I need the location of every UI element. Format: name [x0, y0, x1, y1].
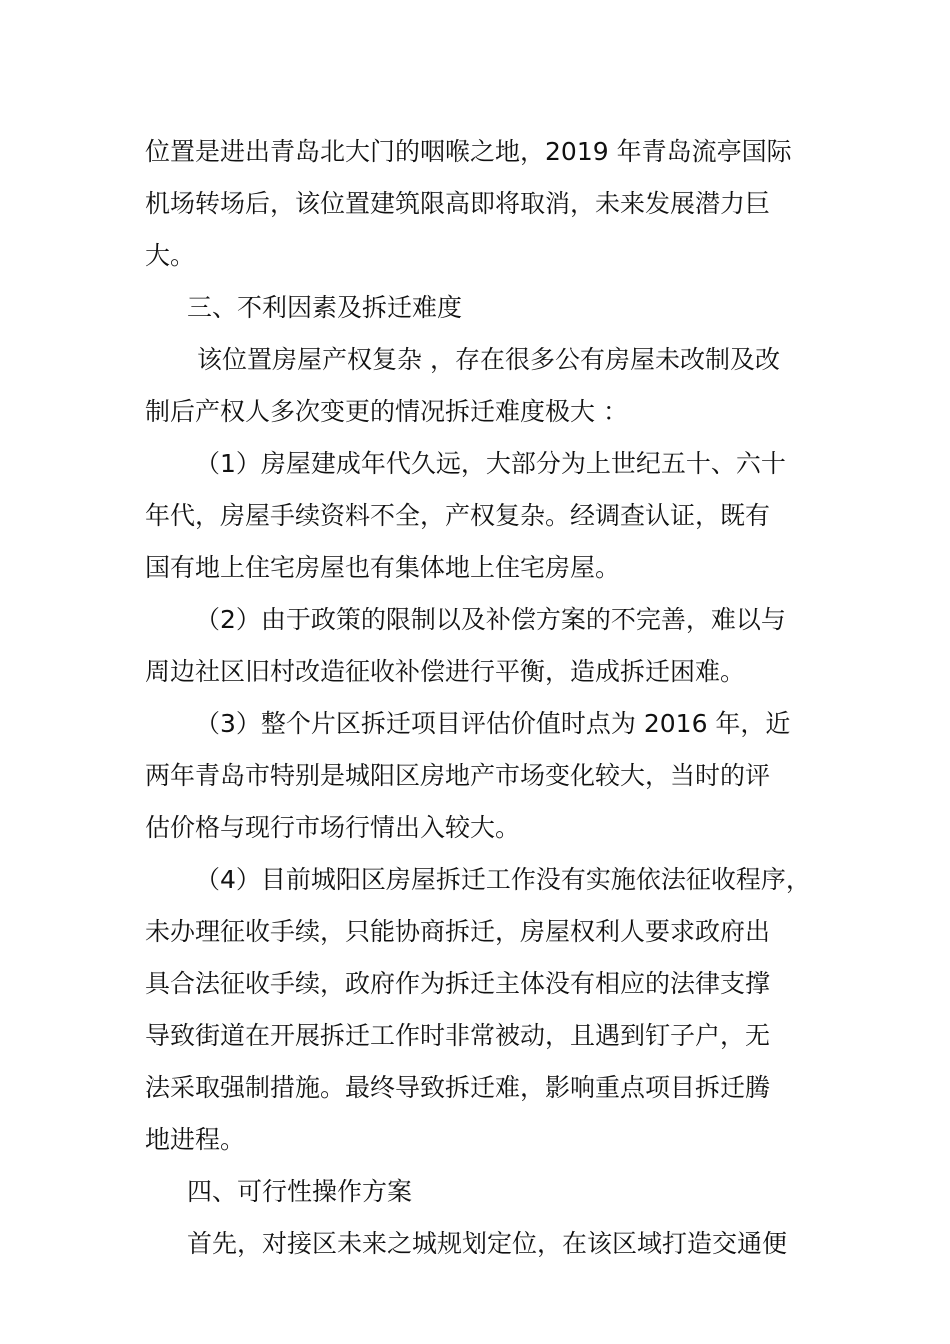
list-item-1: （1）房屋建成年代久远，大部分为上世纪五十、六十	[195, 449, 786, 478]
text-line: 国有地上住宅房屋也有集体地上住宅房屋。	[145, 553, 621, 582]
section-heading-4: 四、可行性操作方案	[187, 1177, 413, 1206]
text-line: 年代，房屋手续资料不全，产权复杂。经调查认证，既有	[145, 501, 771, 530]
text-line: 制后产权人多次变更的情况拆迁难度极大 ：	[145, 397, 628, 426]
list-item-4: （4）目前城阳区房屋拆迁工作没有实施依法征收程序，	[195, 865, 811, 894]
list-item-2: （2）由于政策的限制以及补偿方案的不完善，难以与	[195, 605, 786, 634]
document-body	[145, 126, 813, 1270]
text-line: 周边社区旧村改造征收补偿进行平衡，造成拆迁困难。	[145, 657, 746, 686]
text-line: 两年青岛市特别是城阳区房地产市场变化较大，当时的评	[145, 761, 771, 790]
text-line: 该位置房屋产权复杂 ，存在很多公有房屋未改制及改	[197, 345, 780, 374]
section-heading-3: 三、不利因素及拆迁难度	[187, 293, 463, 322]
text-line: 首先，对接区未来之城规划定位，在该区域打造交通便	[187, 1229, 788, 1258]
text-line: 估价格与现行市场行情出入较大。	[145, 813, 521, 842]
text-line: 位置是进出青岛北大门的咽喉之地，2019 年青岛流亭国际	[145, 137, 792, 166]
text-line: 导致街道在开展拆迁工作时非常被动，且遇到钉子户，无	[145, 1021, 771, 1050]
list-item-3: （3）整个片区拆迁项目评估价值时点为 2016 年，近	[195, 709, 791, 738]
text-line: 法采取强制措施。最终导致拆迁难，影响重点项目拆迁腾	[145, 1073, 771, 1102]
text-line: 机场转场后，该位置建筑限高即将取消，未来发展潜力巨	[145, 189, 771, 218]
text-line: 未办理征收手续，只能协商拆迁，房屋权利人要求政府出	[145, 917, 771, 946]
text-line: 大。	[145, 241, 196, 270]
text-line: 地进程。	[145, 1125, 246, 1154]
text-line: 具合法征收手续，政府作为拆迁主体没有相应的法律支撑	[145, 969, 771, 998]
